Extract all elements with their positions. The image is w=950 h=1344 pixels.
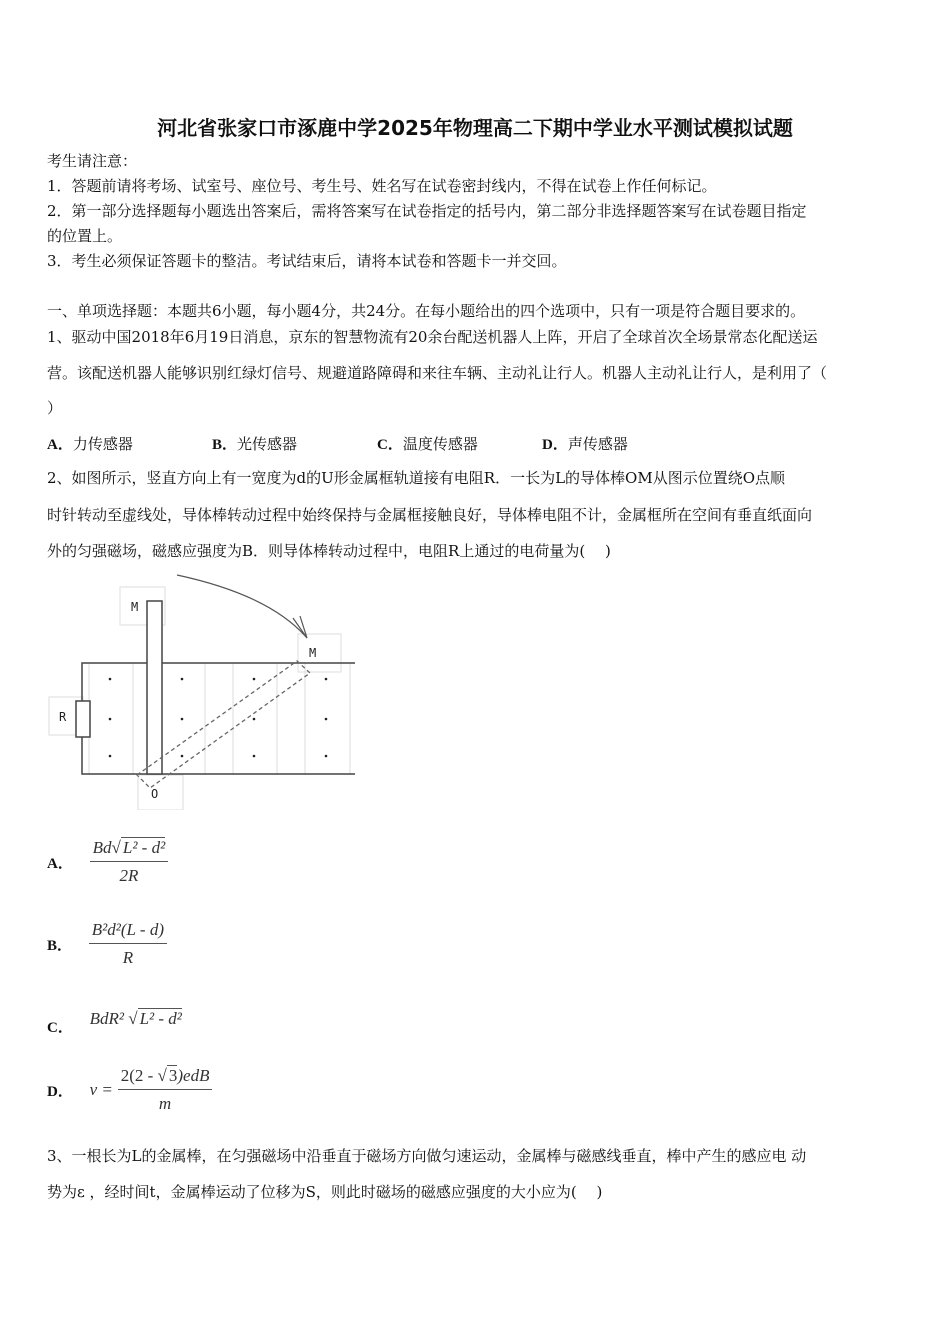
resistor bbox=[76, 701, 90, 737]
option-text: 温度传感器 bbox=[402, 435, 478, 453]
formula-a: $\frac{\text{Bd√ L² - d²}}{2R}$ bbox=[90, 838, 169, 886]
formula-b bbox=[89, 920, 167, 968]
notice-line: 1．答题前请将考场、试室号、座位号、考生号、姓名写在试卷密封线内，不得在试卷上作任何标记。 bbox=[47, 177, 717, 195]
option-label: B． bbox=[212, 437, 238, 453]
formula-radicand: 3 bbox=[168, 1066, 178, 1085]
q1-option-c bbox=[377, 433, 478, 454]
rotation-arrow bbox=[177, 575, 307, 638]
q1-text: 1、驱动中国2018年6月19日消息，京东的智慧物流有20余台配送机器人上阵，开启了全球首次全场景常态化配送运 bbox=[47, 328, 818, 346]
q3-text: 势为ε ，经时间t，金属棒运动了位移为S，则此时磁场的磁感应强度的大小应为( ) bbox=[47, 1183, 603, 1201]
q1-option-d bbox=[542, 433, 628, 454]
notice-line: 3．考生必须保证答题卡的整洁。考试结束后，请将本试卷和答题卡一并交回。 bbox=[47, 252, 567, 270]
notice-heading: 考生请注意： bbox=[47, 152, 138, 170]
u-frame bbox=[76, 601, 355, 774]
label-r: R bbox=[59, 710, 67, 724]
q2-option-b bbox=[47, 920, 167, 968]
formula-part: Bd bbox=[92, 838, 112, 857]
label-m: M bbox=[131, 600, 139, 614]
option-text: 力传感器 bbox=[72, 435, 133, 453]
formula-lhs: v = bbox=[89, 1080, 113, 1099]
formula-radicand: L² - d² bbox=[122, 838, 166, 857]
q1-option-b bbox=[212, 433, 297, 454]
q2-text: 2、如图所示，竖直方向上有一宽度为d的U形金属框轨道接有电阻R．一长为L的导体棒OM从图示位置绕O点顺 bbox=[47, 469, 786, 487]
formula-denominator: R bbox=[122, 948, 134, 967]
formula-denominator: 2R bbox=[119, 866, 139, 885]
q2-text: 外的匀强磁场，磁感应强度为B．则导体棒转动过程中，电阻R上通过的电荷量为( ) bbox=[47, 542, 611, 560]
section-heading: 一、单项选择题：本题共6小题，每小题4分，共24分。在每小题给出的四个选项中，只有一项是符合题目要求的。 bbox=[47, 302, 806, 320]
formula-d: $\frac{\text{2(2 - √ 3)edB}}{m}$ bbox=[118, 1066, 213, 1114]
arrow-head-icon bbox=[293, 616, 307, 638]
q1-text: ） bbox=[47, 399, 63, 417]
q1-option-a bbox=[47, 433, 133, 454]
rod-om bbox=[147, 601, 162, 774]
q2-text: 时针转动至虚线处，导体棒转动过程中始终保持与金属框接触良好，导体棒电阻不计，金属框所在空间有垂直纸面向 bbox=[47, 506, 813, 524]
q2-option-a bbox=[47, 838, 168, 886]
option-label: D． bbox=[542, 437, 568, 453]
formula-denominator: m bbox=[158, 1094, 172, 1113]
formula-part: 2(2 - bbox=[120, 1066, 158, 1085]
q2-option-c: C． BdR² √ L² - d² bbox=[47, 1009, 182, 1036]
q2-option-d bbox=[47, 1066, 212, 1114]
page-title: 河北省张家口市涿鹿中学2025年物理高二下期中学业水平测试模拟试题 bbox=[157, 116, 793, 140]
formula-part: )edB bbox=[177, 1066, 210, 1085]
rotated-rod-dashed bbox=[137, 661, 310, 788]
q1-text: 营。该配送机器人能够识别红绿灯信号、规避道路障碍和来往车辆、主动礼让行人。机器人主动礼让行人，是利用了（ bbox=[47, 364, 828, 382]
notice-line: 的位置上。 bbox=[47, 227, 123, 245]
option-label: C． bbox=[377, 437, 403, 453]
q3-text: 3、一根长为L的金属棒，在匀强磁场中沿垂直于磁场方向做匀速运动，金属棒与磁感线垂直，棒中产生的感应电 动 bbox=[47, 1147, 807, 1165]
notice-line: 2．第一部分选择题每小题选出答案后，需将答案写在试卷指定的括号内，第二部分非选择题答案写在试卷题目指定 bbox=[47, 202, 807, 220]
option-label: C． bbox=[47, 1020, 73, 1036]
formula-numerator: B²d²(L - d) bbox=[89, 920, 167, 944]
q2-figure bbox=[40, 570, 370, 810]
option-label: A． bbox=[47, 437, 73, 453]
option-label: D． bbox=[47, 1083, 73, 1100]
option-label: A． bbox=[47, 855, 73, 872]
formula-radicand: L² - d² bbox=[139, 1009, 182, 1028]
label-o: O bbox=[151, 787, 159, 801]
formula-part: BdR² bbox=[89, 1009, 124, 1028]
label-m-rotated: M bbox=[309, 646, 317, 660]
option-text: 光传感器 bbox=[237, 435, 298, 453]
option-text: 声传感器 bbox=[567, 435, 628, 453]
option-label: B． bbox=[47, 937, 73, 954]
